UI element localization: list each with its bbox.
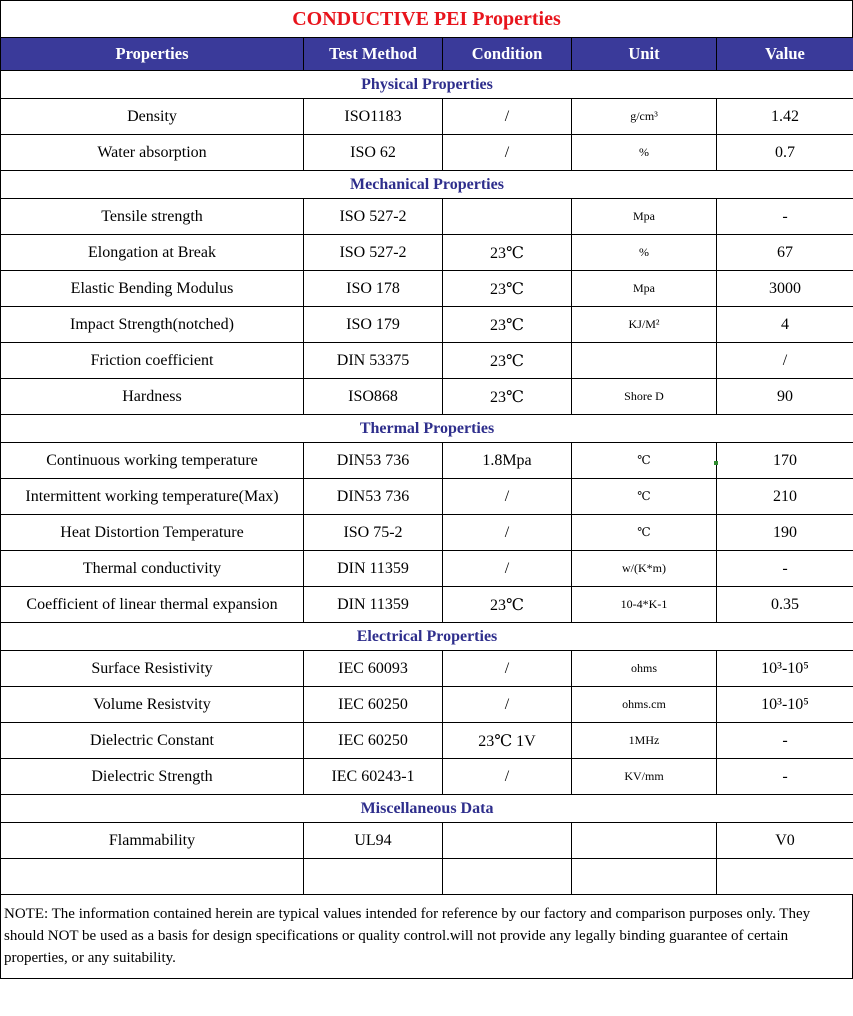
cell-unit: 1MHz bbox=[572, 723, 717, 759]
table-row bbox=[1, 199, 853, 235]
disclaimer-note: NOTE: The information contained herein are typical values intended for reference by our factory and comparison purposes only. They should NOT be used as a basis for design specifications or quality control.will not provide any legally binding guarantee of certain properties, or any suitability. bbox=[0, 895, 853, 979]
cell-value: - bbox=[717, 759, 853, 795]
table-row bbox=[1, 723, 853, 759]
cell-property: Elongation at Break bbox=[1, 235, 304, 271]
cell-unit bbox=[572, 823, 717, 859]
cell-condition: / bbox=[443, 515, 572, 551]
cell-property: Dielectric Strength bbox=[1, 759, 304, 795]
cell-unit: Shore D bbox=[572, 379, 717, 415]
table-row bbox=[1, 235, 853, 271]
table-row bbox=[1, 379, 853, 415]
section-row bbox=[1, 795, 853, 823]
cell-test-method: UL94 bbox=[304, 823, 443, 859]
cell-unit: Mpa bbox=[572, 199, 717, 235]
cell-value: 170 bbox=[717, 443, 853, 479]
cell-test-method: ISO 178 bbox=[304, 271, 443, 307]
section-title: Mechanical Properties bbox=[1, 171, 853, 199]
cell-property: Water absorption bbox=[1, 135, 304, 171]
cell-value: 0.35 bbox=[717, 587, 853, 623]
cell-property: Heat Distortion Temperature bbox=[1, 515, 304, 551]
cell-condition: / bbox=[443, 99, 572, 135]
table-row bbox=[1, 551, 853, 587]
cell-property: Surface Resistivity bbox=[1, 651, 304, 687]
table-row bbox=[1, 651, 853, 687]
cell-unit: KJ/M² bbox=[572, 307, 717, 343]
cell-property: Flammability bbox=[1, 823, 304, 859]
section-title: Physical Properties bbox=[1, 71, 853, 99]
section-title: Thermal Properties bbox=[1, 415, 853, 443]
cell-test-method: IEC 60250 bbox=[304, 687, 443, 723]
cell-test-method bbox=[304, 859, 443, 895]
cell-unit: ℃ bbox=[572, 443, 717, 479]
cell-unit: g/cm³ bbox=[572, 99, 717, 135]
cell-value: - bbox=[717, 723, 853, 759]
cell-value: 190 bbox=[717, 515, 853, 551]
header-row bbox=[1, 38, 853, 71]
cell-property: Coefficient of linear thermal expansion bbox=[1, 587, 304, 623]
cell-value: - bbox=[717, 551, 853, 587]
cell-test-method: ISO 75-2 bbox=[304, 515, 443, 551]
table-row bbox=[1, 687, 853, 723]
cell-property: Continuous working temperature bbox=[1, 443, 304, 479]
cell-test-method: DIN 11359 bbox=[304, 551, 443, 587]
table-row bbox=[1, 135, 853, 171]
page-title: CONDUCTIVE PEI Properties bbox=[0, 0, 853, 37]
cell-test-method: ISO1183 bbox=[304, 99, 443, 135]
table-row bbox=[1, 759, 853, 795]
section-title: Electrical Properties bbox=[1, 623, 853, 651]
cell-condition: 23℃ 1V bbox=[443, 723, 572, 759]
cell-condition: / bbox=[443, 651, 572, 687]
cell-condition: / bbox=[443, 551, 572, 587]
table-row bbox=[1, 823, 853, 859]
cell-unit: ohms.cm bbox=[572, 687, 717, 723]
cell-property: Impact Strength(notched) bbox=[1, 307, 304, 343]
cell-test-method: DIN 53375 bbox=[304, 343, 443, 379]
cell-unit: ℃ bbox=[572, 515, 717, 551]
cell-property: Density bbox=[1, 99, 304, 135]
cell-property: Volume Resistvity bbox=[1, 687, 304, 723]
cell-condition bbox=[443, 199, 572, 235]
table-row bbox=[1, 307, 853, 343]
cell-value: 1.42 bbox=[717, 99, 853, 135]
section-row bbox=[1, 415, 853, 443]
cell-test-method: IEC 60250 bbox=[304, 723, 443, 759]
cell-condition: 23℃ bbox=[443, 307, 572, 343]
cell-property: Elastic Bending Modulus bbox=[1, 271, 304, 307]
cell-value: / bbox=[717, 343, 853, 379]
cell-condition: 23℃ bbox=[443, 271, 572, 307]
cell-property: Intermittent working temperature(Max) bbox=[1, 479, 304, 515]
cell-value: 4 bbox=[717, 307, 853, 343]
cell-value: 210 bbox=[717, 479, 853, 515]
cell-property bbox=[1, 859, 304, 895]
cell-unit: ℃ bbox=[572, 479, 717, 515]
cell-test-method: ISO 527-2 bbox=[304, 199, 443, 235]
cell-condition: 1.8Mpa bbox=[443, 443, 572, 479]
header-condition: Condition bbox=[443, 38, 572, 71]
cell-unit: w/(K*m) bbox=[572, 551, 717, 587]
table-row bbox=[1, 99, 853, 135]
cell-condition bbox=[443, 859, 572, 895]
table-row bbox=[1, 271, 853, 307]
cell-condition: / bbox=[443, 135, 572, 171]
cell-test-method: ISO 179 bbox=[304, 307, 443, 343]
section-title: Miscellaneous Data bbox=[1, 795, 853, 823]
cell-condition bbox=[443, 823, 572, 859]
table-row bbox=[1, 587, 853, 623]
cell-test-method: ISO 527-2 bbox=[304, 235, 443, 271]
cell-condition: 23℃ bbox=[443, 343, 572, 379]
cell-test-method: DIN53 736 bbox=[304, 443, 443, 479]
cell-value: V0 bbox=[717, 823, 853, 859]
cell-value bbox=[717, 859, 853, 895]
cell-unit: KV/mm bbox=[572, 759, 717, 795]
cell-test-method: DIN53 736 bbox=[304, 479, 443, 515]
cell-value: 90 bbox=[717, 379, 853, 415]
cell-unit: % bbox=[572, 135, 717, 171]
properties-table bbox=[0, 37, 853, 895]
cell-unit: ohms bbox=[572, 651, 717, 687]
cell-test-method: ISO 62 bbox=[304, 135, 443, 171]
cell-unit: Mpa bbox=[572, 271, 717, 307]
cell-value: 10³-10⁵ bbox=[717, 687, 853, 723]
cell-property: Hardness bbox=[1, 379, 304, 415]
section-row bbox=[1, 71, 853, 99]
header-value: Value bbox=[717, 38, 853, 71]
cell-condition: / bbox=[443, 759, 572, 795]
table-row bbox=[1, 515, 853, 551]
cell-test-method: DIN 11359 bbox=[304, 587, 443, 623]
cell-value: - bbox=[717, 199, 853, 235]
cell-test-method: IEC 60093 bbox=[304, 651, 443, 687]
section-row bbox=[1, 171, 853, 199]
cell-unit: 10-4*K-1 bbox=[572, 587, 717, 623]
section-row bbox=[1, 623, 853, 651]
header-unit: Unit bbox=[572, 38, 717, 71]
cell-property: Tensile strength bbox=[1, 199, 304, 235]
cell-unit bbox=[572, 343, 717, 379]
cell-test-method: IEC 60243-1 bbox=[304, 759, 443, 795]
table-row bbox=[1, 443, 853, 479]
table-row bbox=[1, 859, 853, 895]
table-body bbox=[1, 71, 853, 895]
cell-test-method: ISO868 bbox=[304, 379, 443, 415]
cell-value: 67 bbox=[717, 235, 853, 271]
header-test-method: Test Method bbox=[304, 38, 443, 71]
cell-marker bbox=[714, 461, 718, 465]
cell-property: Thermal conductivity bbox=[1, 551, 304, 587]
header-properties: Properties bbox=[1, 38, 304, 71]
cell-condition: 23℃ bbox=[443, 379, 572, 415]
cell-condition: / bbox=[443, 479, 572, 515]
cell-condition: 23℃ bbox=[443, 587, 572, 623]
table-row bbox=[1, 479, 853, 515]
cell-value: 0.7 bbox=[717, 135, 853, 171]
cell-property: Friction coefficient bbox=[1, 343, 304, 379]
cell-condition: / bbox=[443, 687, 572, 723]
cell-property: Dielectric Constant bbox=[1, 723, 304, 759]
cell-value: 3000 bbox=[717, 271, 853, 307]
cell-condition: 23℃ bbox=[443, 235, 572, 271]
table-row bbox=[1, 343, 853, 379]
cell-value: 10³-10⁵ bbox=[717, 651, 853, 687]
cell-unit bbox=[572, 859, 717, 895]
cell-unit: % bbox=[572, 235, 717, 271]
